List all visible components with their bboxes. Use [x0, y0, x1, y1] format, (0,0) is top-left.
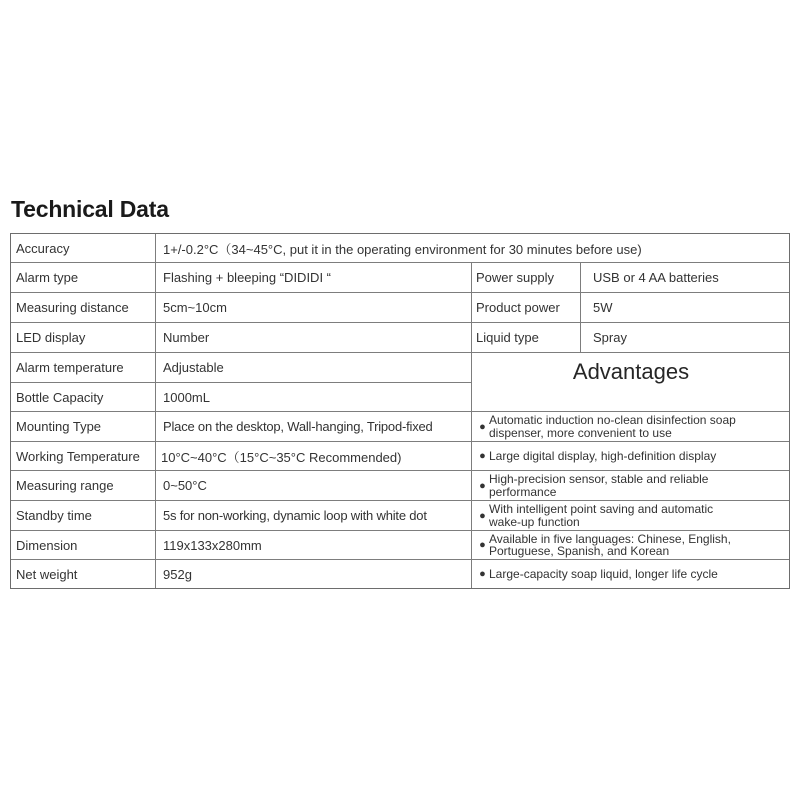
label-accuracy: Accuracy	[16, 240, 70, 256]
advantage-line: Automatic induction no-clean disinfection soap	[489, 413, 736, 427]
label-measuring-distance: Measuring distance	[16, 300, 129, 315]
advantage-text	[489, 414, 736, 439]
advantage-text	[489, 533, 731, 558]
advantage-line: Large-capacity soap liquid, longer life cycle	[489, 566, 718, 581]
value-measuring-distance: 5cm~10cm	[163, 300, 227, 315]
label-working-temperature: Working Temperature	[16, 448, 140, 464]
label-led-display: LED display	[16, 330, 86, 345]
advantage-line: dispenser, more convenient to use	[489, 425, 672, 440]
advantage-line: performance	[489, 484, 557, 499]
technical-data-table	[10, 233, 790, 589]
label-dimension: Dimension	[16, 537, 78, 553]
advantage-line: With intelligent point saving and automatic	[489, 502, 714, 516]
value-alarm-temperature: Adjustable	[163, 360, 224, 375]
bullet-icon: ●	[479, 479, 486, 492]
value-product-power: 5W	[593, 300, 613, 315]
advantage-item	[476, 412, 788, 441]
label-product-power: Product power	[476, 300, 560, 315]
advantage-item	[476, 531, 788, 559]
advantage-text	[489, 473, 708, 498]
label-alarm-temperature: Alarm temperature	[16, 360, 124, 375]
label-mounting-type: Mounting Type	[16, 419, 102, 434]
label-measuring-range: Measuring range	[16, 478, 114, 493]
column-divider	[580, 262, 581, 352]
value-standby-time: 5s for non-working, dynamic loop with white dot	[163, 508, 427, 523]
bullet-icon: ●	[479, 420, 486, 433]
value-liquid-type: Spray	[593, 330, 627, 345]
value-alarm-type: Flashing + bleeping “DIDIDI “	[163, 270, 331, 285]
bullet-icon: ●	[479, 568, 486, 580]
page-title: Technical Data	[11, 196, 169, 222]
label-liquid-type: Liquid type	[476, 330, 539, 345]
bullet-icon: ●	[479, 539, 486, 551]
advantages-title: Advantages	[572, 359, 690, 384]
label-standby-time: Standby time	[16, 508, 92, 523]
label-alarm-type: Alarm type	[16, 270, 79, 285]
label-power-supply: Power supply	[476, 270, 555, 285]
advantage-text	[489, 568, 718, 581]
advantage-line: High-precision sensor, stable and reliable	[489, 472, 709, 486]
label-net-weight: Net weight	[16, 566, 78, 582]
value-led-display: Number	[163, 330, 210, 345]
label-bottle-capacity: Bottle Capacity	[16, 389, 104, 405]
advantage-item	[476, 471, 788, 500]
value-power-supply: USB or 4 AA batteries	[593, 270, 719, 285]
value-dimension: 119x133x280mm	[163, 537, 262, 553]
value-working-temperature: 10°C~40°C（15°C~35°C Recommended)	[161, 449, 402, 465]
value-mounting-type: Place on the desktop, Wall-hanging, Tripod-fixed	[163, 419, 433, 434]
value-bottle-capacity: 1000mL	[163, 389, 210, 405]
advantage-item	[476, 501, 788, 530]
advantage-line: Available in five languages: Chinese, English,	[489, 531, 731, 546]
advantage-text	[489, 450, 716, 463]
bullet-icon: ●	[479, 509, 486, 522]
advantage-line: Portuguese, Spanish, and Korean	[489, 544, 670, 558]
advantage-line: Large digital display, high-definition display	[489, 448, 717, 463]
bullet-icon: ●	[479, 450, 486, 462]
advantage-item	[476, 560, 788, 588]
advantage-item	[476, 442, 788, 470]
value-measuring-range: 0~50°C	[163, 478, 207, 493]
advantage-text	[489, 503, 713, 528]
value-net-weight: 952g	[163, 566, 192, 582]
column-divider	[471, 262, 472, 588]
advantage-line: wake-up function	[489, 514, 580, 529]
value-accuracy: 1+/-0.2°C（34~45°C, put it in the operating environment for 30 minutes before use)	[163, 241, 642, 257]
